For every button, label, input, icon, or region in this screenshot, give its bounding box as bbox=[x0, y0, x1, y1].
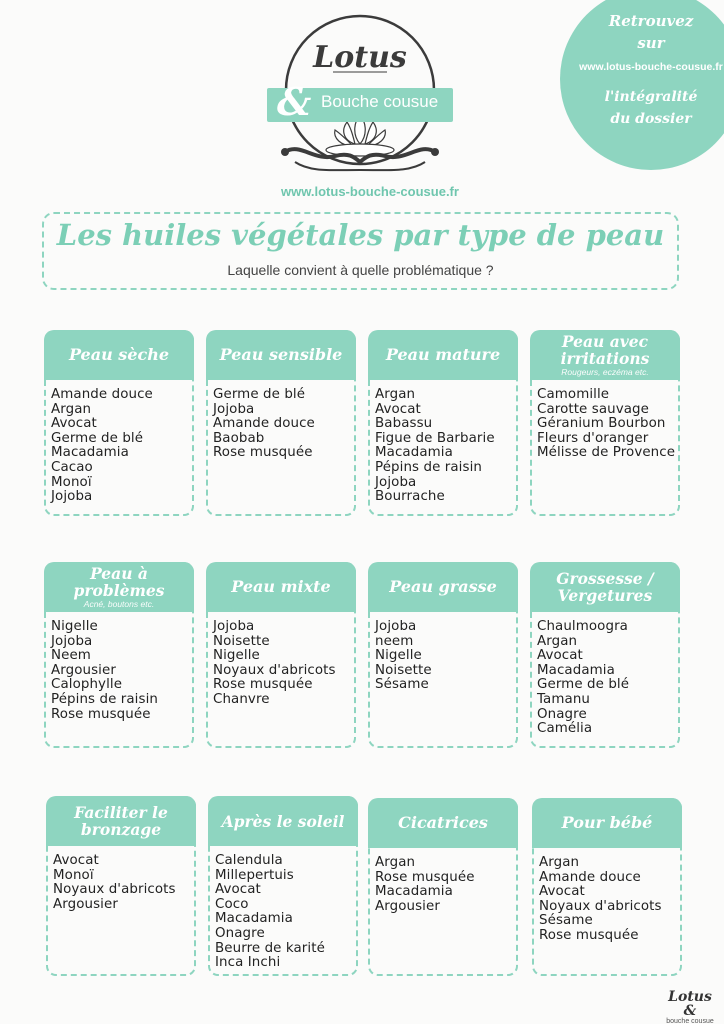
list-item: Argan bbox=[51, 401, 92, 417]
list-item: Germe de blé bbox=[51, 430, 144, 446]
list-item: Camélia bbox=[537, 721, 593, 737]
list-item: Avocat bbox=[53, 853, 99, 868]
list-item: Mélisse de Provence bbox=[537, 445, 676, 461]
badge-line-3: l'intégralité bbox=[604, 89, 698, 105]
oil-list bbox=[51, 388, 153, 505]
list-item: Nigelle bbox=[51, 619, 98, 634]
card-title: Peau avec irritations bbox=[560, 332, 650, 368]
list-item: Géranium Bourbon bbox=[537, 416, 666, 432]
badge-line-1: Retrouvez bbox=[608, 12, 694, 30]
card-header bbox=[206, 562, 356, 612]
list-item: Chanvre bbox=[213, 691, 270, 707]
list-item: Noyaux d'abricots bbox=[53, 882, 176, 898]
card-header bbox=[44, 330, 194, 380]
card-header bbox=[532, 798, 682, 848]
list-item: Jojoba bbox=[213, 401, 255, 417]
list-item: Germe de blé bbox=[213, 387, 306, 402]
card-cicatrices bbox=[368, 798, 518, 976]
badge-line-2: sur bbox=[637, 34, 665, 52]
site-url-link[interactable]: www.lotus-bouche-cousue.fr bbox=[281, 184, 459, 199]
list-item: Rose musquée bbox=[539, 927, 639, 943]
card-title: Peau sensible bbox=[219, 345, 343, 364]
list-item: Onagre bbox=[215, 925, 265, 941]
card-title: Peau grasse bbox=[389, 577, 497, 596]
list-item: Carotte sauvage bbox=[537, 401, 649, 417]
list-item: Coco bbox=[215, 896, 249, 912]
list-item: Rose musquée bbox=[51, 706, 151, 722]
list-item: Cacao bbox=[51, 459, 93, 475]
list-item: Millepertuis bbox=[215, 867, 294, 883]
card-peau-problemes bbox=[44, 562, 194, 748]
list-item: Nigelle bbox=[375, 648, 422, 664]
list-item: Jojoba bbox=[51, 633, 93, 649]
list-item: Camomille bbox=[537, 387, 610, 402]
list-item: Baobab bbox=[213, 430, 265, 446]
list-item: Amande douce bbox=[213, 416, 315, 432]
list-item: Rose musquée bbox=[213, 445, 313, 461]
card-header bbox=[46, 796, 196, 846]
oil-list bbox=[51, 620, 158, 722]
card-peau-mature bbox=[368, 330, 518, 516]
list-item: Sésame bbox=[539, 913, 593, 929]
list-item: Avocat bbox=[375, 401, 421, 417]
oil-list bbox=[213, 388, 315, 461]
card-title: Peau mature bbox=[385, 345, 501, 364]
card-note: Acné, boutons etc. bbox=[83, 599, 155, 609]
card-peau-irritations bbox=[530, 330, 680, 516]
card-header bbox=[206, 330, 356, 380]
card-bebe bbox=[532, 798, 682, 976]
list-item: Argan bbox=[539, 855, 580, 870]
list-item: Rose musquée bbox=[213, 677, 313, 693]
card-peau-grasse bbox=[368, 562, 518, 748]
badge-line-4: du dossier bbox=[610, 111, 692, 127]
card-grossesse bbox=[530, 562, 680, 748]
card-peau-mixte bbox=[206, 562, 356, 748]
list-item: Argousier bbox=[375, 898, 440, 914]
oil-list bbox=[53, 854, 176, 912]
list-item: Onagre bbox=[537, 706, 587, 722]
list-item: Argan bbox=[375, 387, 416, 402]
card-header bbox=[530, 330, 680, 380]
oil-list bbox=[537, 620, 629, 737]
oil-list bbox=[537, 388, 675, 461]
list-item: Amande douce bbox=[539, 869, 641, 885]
list-item: Bourrache bbox=[375, 489, 445, 505]
list-item: Figue de Barbarie bbox=[375, 430, 495, 446]
oil-list bbox=[375, 856, 475, 914]
list-item: Pépins de raisin bbox=[51, 691, 158, 707]
card-peau-seche bbox=[44, 330, 194, 516]
list-item: Avocat bbox=[215, 882, 261, 898]
list-item: Inca Inchi bbox=[215, 955, 281, 971]
list-item: Monoï bbox=[53, 867, 94, 883]
card-header bbox=[368, 562, 518, 612]
brand-logo bbox=[255, 12, 465, 182]
list-item: Noyaux d'abricots bbox=[539, 898, 662, 914]
list-item: Monoï bbox=[51, 474, 92, 490]
list-item: Noisette bbox=[375, 662, 432, 678]
list-item: Macadamia bbox=[375, 445, 453, 461]
list-item: Calendula bbox=[215, 853, 283, 868]
oil-list bbox=[539, 856, 662, 944]
card-title: Pour bébé bbox=[561, 813, 653, 832]
list-item: Calophylle bbox=[51, 677, 123, 693]
footer-logo bbox=[660, 990, 720, 1024]
oil-list bbox=[215, 854, 325, 971]
card-header bbox=[44, 562, 194, 612]
page-subtitle: Laquelle convient à quelle problématique ? bbox=[227, 262, 494, 278]
card-note: Rougeurs, eczéma etc. bbox=[561, 367, 649, 377]
logo-subtitle: Bouche cousue bbox=[321, 92, 439, 111]
list-item: Chaulmoogra bbox=[537, 619, 628, 634]
card-title: Après le soleil bbox=[221, 811, 345, 831]
list-item: Amande douce bbox=[51, 387, 153, 402]
card-header bbox=[208, 796, 358, 846]
oil-list bbox=[213, 620, 336, 708]
list-item: Avocat bbox=[537, 648, 583, 664]
list-item: neem bbox=[375, 633, 414, 649]
list-item: Sésame bbox=[375, 677, 429, 693]
list-item: Germe de blé bbox=[537, 677, 630, 693]
list-item: Beurre de karité bbox=[215, 940, 325, 956]
list-item: Avocat bbox=[539, 884, 585, 900]
card-peau-sensible bbox=[206, 330, 356, 516]
card-bronzage bbox=[46, 796, 196, 976]
card-title: Grossesse / Vergetures bbox=[556, 569, 654, 605]
list-item: Macadamia bbox=[51, 445, 129, 461]
list-item: Tamanu bbox=[537, 691, 590, 707]
card-title: Peau mixte bbox=[231, 577, 331, 596]
oil-list bbox=[375, 620, 432, 693]
list-item: Macadamia bbox=[375, 884, 453, 900]
list-item: Argan bbox=[375, 855, 416, 870]
title-box bbox=[42, 212, 679, 290]
oil-list bbox=[375, 388, 495, 505]
list-item: Jojoba bbox=[213, 619, 255, 634]
list-item: Avocat bbox=[51, 416, 97, 432]
list-item: Argousier bbox=[51, 662, 116, 678]
list-item: Jojoba bbox=[51, 489, 93, 505]
logo-ampersand: & bbox=[277, 79, 312, 124]
promo-badge bbox=[560, 0, 724, 170]
footer-logo-title: Lotus & bbox=[668, 989, 712, 1019]
list-item: Noisette bbox=[213, 633, 270, 649]
card-title: Peau sèche bbox=[68, 345, 170, 364]
card-header bbox=[530, 562, 680, 612]
list-item: Macadamia bbox=[215, 911, 293, 927]
page-title: Les huiles végétales par type de peau bbox=[56, 218, 665, 252]
card-apres-soleil bbox=[208, 796, 358, 976]
list-item: Babassu bbox=[375, 416, 433, 432]
card-header bbox=[368, 798, 518, 848]
footer-logo-subtitle: bouche cousue bbox=[666, 1018, 714, 1024]
list-item: Jojoba bbox=[375, 619, 417, 634]
list-item: Jojoba bbox=[375, 474, 417, 490]
card-title: Peau à problèmes bbox=[73, 564, 165, 600]
list-item: Neem bbox=[51, 648, 91, 664]
list-item: Rose musquée bbox=[375, 869, 475, 885]
card-title: Cicatrices bbox=[398, 813, 488, 832]
list-item: Fleurs d'oranger bbox=[537, 430, 649, 446]
badge-url-link[interactable]: www.lotus-bouche-cousue.fr bbox=[579, 61, 723, 73]
list-item: Pépins de raisin bbox=[375, 459, 482, 475]
list-item: Argan bbox=[537, 633, 578, 649]
list-item: Noyaux d'abricots bbox=[213, 662, 336, 678]
list-item: Nigelle bbox=[213, 648, 260, 664]
logo-title: Lotus bbox=[313, 40, 407, 75]
list-item: Macadamia bbox=[537, 662, 615, 678]
list-item: Argousier bbox=[53, 896, 118, 912]
card-title: Faciliter le bronzage bbox=[74, 803, 168, 839]
card-header bbox=[368, 330, 518, 380]
